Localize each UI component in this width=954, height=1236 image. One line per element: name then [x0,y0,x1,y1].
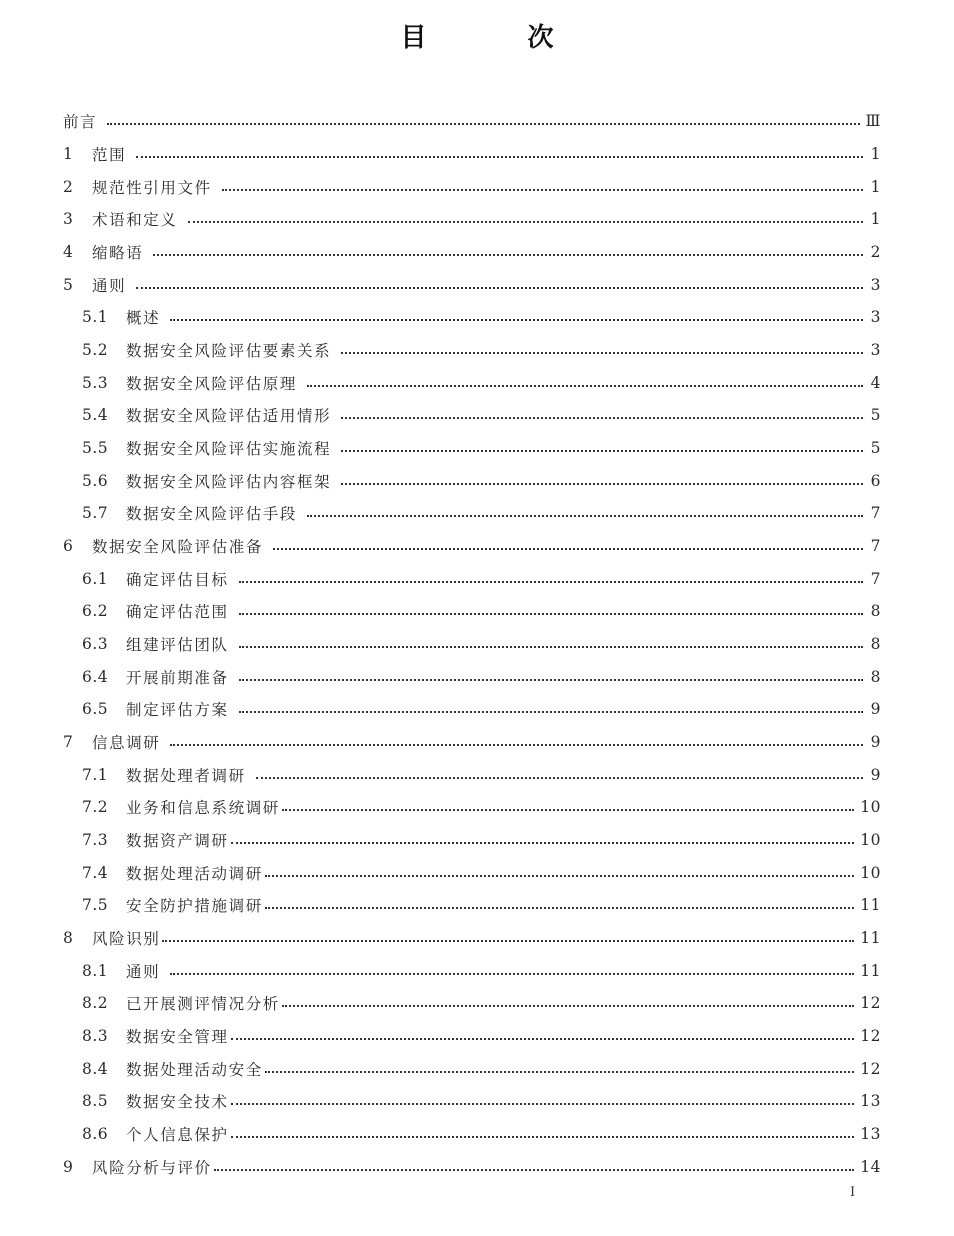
toc-entry[interactable] [63,693,881,726]
toc-entry[interactable] [63,138,881,171]
toc-entry-title[interactable]: 规范性引用文件 [92,178,212,197]
toc-entry[interactable] [63,856,881,889]
toc-entry-title[interactable]: 数据安全风险评估适用情形 [126,407,332,426]
toc-entry-number: 7.1 [82,765,109,784]
toc-entry-title[interactable]: 制定评估方案 [126,701,229,720]
toc-entry[interactable] [63,889,881,922]
toc-entry-number: 7.5 [82,896,109,915]
toc-entry-title[interactable]: 概述 [126,309,161,328]
toc-entry-number: 5.6 [82,471,109,490]
toc-entry-page-number: 8 [870,635,881,654]
toc-entry-title[interactable]: 数据安全风险评估原理 [126,374,298,393]
toc-entry-page-number: 10 [860,831,881,850]
toc-entry-title[interactable]: 数据安全风险评估内容框架 [126,472,332,491]
toc-entry-number: 2 [63,177,74,196]
toc-entry-page-number: 1 [870,145,881,163]
page-title: 目 次 [400,23,600,53]
toc-entry-page-number: 5 [870,439,881,458]
toc-entry-page-number: 3 [870,308,881,327]
dot-leader [188,221,863,223]
dot-leader [256,777,863,779]
toc-entry[interactable] [63,1085,881,1118]
dot-leader [214,1169,855,1171]
toc-entry[interactable] [63,562,881,595]
toc-entry-number: 7.2 [82,798,109,817]
toc-entry-page-number: 3 [870,341,881,360]
toc-entry[interactable] [63,628,881,661]
toc-entry-page-number: 7 [870,537,881,556]
toc-entry-number: 9 [63,1157,74,1176]
toc-entry-page-number: 8 [870,602,881,621]
toc-entry-title[interactable]: 通则 [92,276,127,295]
dot-leader [307,385,863,387]
toc-entry[interactable] [63,595,881,628]
toc-entry-title[interactable]: 开展前期准备 [126,668,229,687]
toc-entry[interactable] [63,399,881,432]
toc-entry[interactable] [63,824,881,857]
dot-leader [239,613,863,615]
toc-entry-number: 5.1 [82,308,109,327]
dot-leader [170,973,854,975]
dot-leader [239,581,863,583]
toc-entry-number: 5.5 [82,439,109,458]
dot-leader [136,287,863,289]
toc-entry-number: 6.4 [82,667,109,686]
toc-entry-page-number: 1 [870,210,881,229]
toc-entry-number: 8.4 [82,1059,109,1078]
toc-entry-page-number: 10 [860,798,881,817]
toc-entry-number: 8 [63,929,74,948]
dot-leader [239,646,863,648]
toc-entry-page-number: 11 [860,896,881,915]
toc-entry-title[interactable]: 数据安全技术 [126,1093,229,1112]
dot-leader [341,417,863,419]
toc-entry[interactable] [63,1118,881,1151]
toc-entry-number: 8.2 [82,994,109,1013]
toc-entry-title[interactable]: 风险分析与评价 [92,1158,212,1177]
toc-entry-number: 8.6 [82,1125,109,1144]
toc-entry-page-number: 14 [860,1157,881,1176]
dot-leader [341,450,863,452]
dot-leader [282,809,854,811]
table-of-contents [63,105,881,1183]
toc-entry[interactable] [63,366,881,399]
toc-entry[interactable] [63,334,881,367]
toc-entry-number: 8.1 [82,961,109,980]
toc-entry-page-number: 1 [870,177,881,196]
toc-entry[interactable] [63,497,881,530]
toc-entry-title[interactable]: 已开展测评情况分析 [126,995,280,1014]
toc-entry-number: 4 [63,243,74,262]
toc-entry-title[interactable]: 范围 [92,146,127,164]
toc-entry-number: 5.3 [82,373,109,392]
toc-entry-page-number: 5 [870,406,881,425]
toc-entry[interactable] [63,758,881,791]
toc-entry[interactable] [63,203,881,236]
toc-entry[interactable] [63,530,881,563]
toc-entry-page-number: 12 [860,1059,881,1078]
toc-entry[interactable] [63,1020,881,1053]
toc-entry-page-number: 9 [870,765,881,784]
toc-entry-title[interactable]: 信息调研 [92,734,161,753]
toc-entry-page-number: 10 [860,863,881,882]
toc-entry-number: 5.7 [82,504,109,523]
dot-leader [107,123,859,125]
dot-leader [170,319,863,321]
toc-entry-title[interactable]: 数据安全管理 [126,1028,229,1047]
dot-leader [282,1005,854,1007]
dot-leader [222,189,863,191]
dot-leader [136,156,863,158]
dot-leader [231,1038,855,1040]
toc-entry-title[interactable]: 通则 [126,962,161,981]
toc-entry-number: 6.1 [82,569,109,588]
dot-leader [265,907,854,909]
toc-entry-number: 7.3 [82,831,109,850]
toc-entry[interactable] [63,236,881,269]
toc-entry[interactable] [63,105,881,138]
toc-entry-title[interactable]: 数据资产调研 [126,832,229,851]
toc-entry-title[interactable]: 确定评估范围 [126,603,229,622]
toc-entry-number: 5 [63,275,74,294]
toc-entry-page-number: 11 [860,929,881,948]
toc-entry-number: 6.2 [82,602,109,621]
dot-leader [153,254,863,256]
toc-entry-title[interactable]: 数据安全风险评估实施流程 [126,440,332,459]
dot-leader [239,711,863,713]
toc-entry[interactable] [63,726,881,759]
toc-entry-number: 8.3 [82,1027,109,1046]
dot-leader [231,842,855,844]
toc-entry-title[interactable]: 安全防护措施调研 [126,897,263,916]
toc-entry-title[interactable]: 数据安全风险评估手段 [126,505,298,524]
toc-entry-page-number: 9 [870,700,881,719]
toc-entry[interactable] [63,791,881,824]
toc-entry[interactable] [63,268,881,301]
toc-entry-page-number: 4 [870,373,881,392]
toc-entry-page-number: 7 [870,504,881,523]
toc-entry-title[interactable]: 术语和定义 [92,211,178,230]
toc-entry-page-number: 13 [860,1125,881,1144]
toc-entry[interactable] [63,1052,881,1085]
dot-leader [231,1136,855,1138]
toc-entry-title[interactable]: 数据处理者调研 [126,766,246,785]
toc-entry-title[interactable]: 前言 [63,113,98,132]
toc-entry-number: 6.5 [82,700,109,719]
dot-leader [265,1071,854,1073]
toc-entry-page-number: 11 [860,961,881,980]
toc-entry[interactable] [63,432,881,465]
toc-entry-title[interactable]: 确定评估目标 [126,570,229,589]
toc-entry-page-number: 12 [860,994,881,1013]
toc-entry-number: 1 [63,145,74,163]
toc-entry[interactable] [63,301,881,334]
toc-entry-number: 8.5 [82,1092,109,1111]
toc-entry-page-number: 2 [870,243,881,262]
dot-leader [307,515,863,517]
toc-entry[interactable] [63,922,881,955]
toc-entry-page-number: 9 [870,733,881,752]
toc-entry-number: 7 [63,733,74,752]
dot-leader [170,744,863,746]
toc-entry-title[interactable]: 缩略语 [92,244,144,263]
dot-leader [341,483,863,485]
toc-entry[interactable] [63,987,881,1020]
toc-entry[interactable] [63,954,881,987]
toc-entry[interactable] [63,464,881,497]
toc-entry-title[interactable]: 业务和信息系统调研 [126,799,280,818]
toc-entry[interactable] [63,170,881,203]
toc-entry-number: 6 [63,537,74,556]
dot-leader [162,940,854,942]
dot-leader [265,875,854,877]
dot-leader [231,1103,855,1105]
toc-entry-title[interactable]: 数据处理活动调研 [126,864,263,883]
toc-entry-page-number: 8 [870,667,881,686]
toc-entry-title[interactable]: 数据安全风险评估准备 [92,538,264,557]
toc-entry-page-number: Ⅲ [865,112,881,131]
toc-entry-page-number: 7 [870,569,881,588]
toc-entry[interactable] [63,1151,881,1184]
toc-entry-number: 3 [63,210,74,229]
toc-entry-number: 5.2 [82,341,109,360]
dot-leader [239,679,863,681]
dot-leader [341,352,863,354]
toc-entry-number: 7.4 [82,863,109,882]
toc-entry-title[interactable]: 数据安全风险评估要素关系 [126,342,332,361]
toc-entry-page-number: 6 [870,471,881,490]
toc-entry-number: 5.4 [82,406,109,425]
dot-leader [273,548,863,550]
toc-entry-title[interactable]: 风险识别 [92,930,161,949]
toc-entry-number: 6.3 [82,635,109,654]
toc-entry-title[interactable]: 数据处理活动安全 [126,1060,263,1079]
footer-page-number: I [850,1185,856,1200]
toc-entry-title[interactable]: 组建评估团队 [126,636,229,655]
toc-entry-title[interactable]: 个人信息保护 [126,1126,229,1145]
toc-entry-page-number: 3 [870,275,881,294]
toc-entry-page-number: 12 [860,1027,881,1046]
toc-entry[interactable] [63,660,881,693]
toc-entry-page-number: 13 [860,1092,881,1111]
